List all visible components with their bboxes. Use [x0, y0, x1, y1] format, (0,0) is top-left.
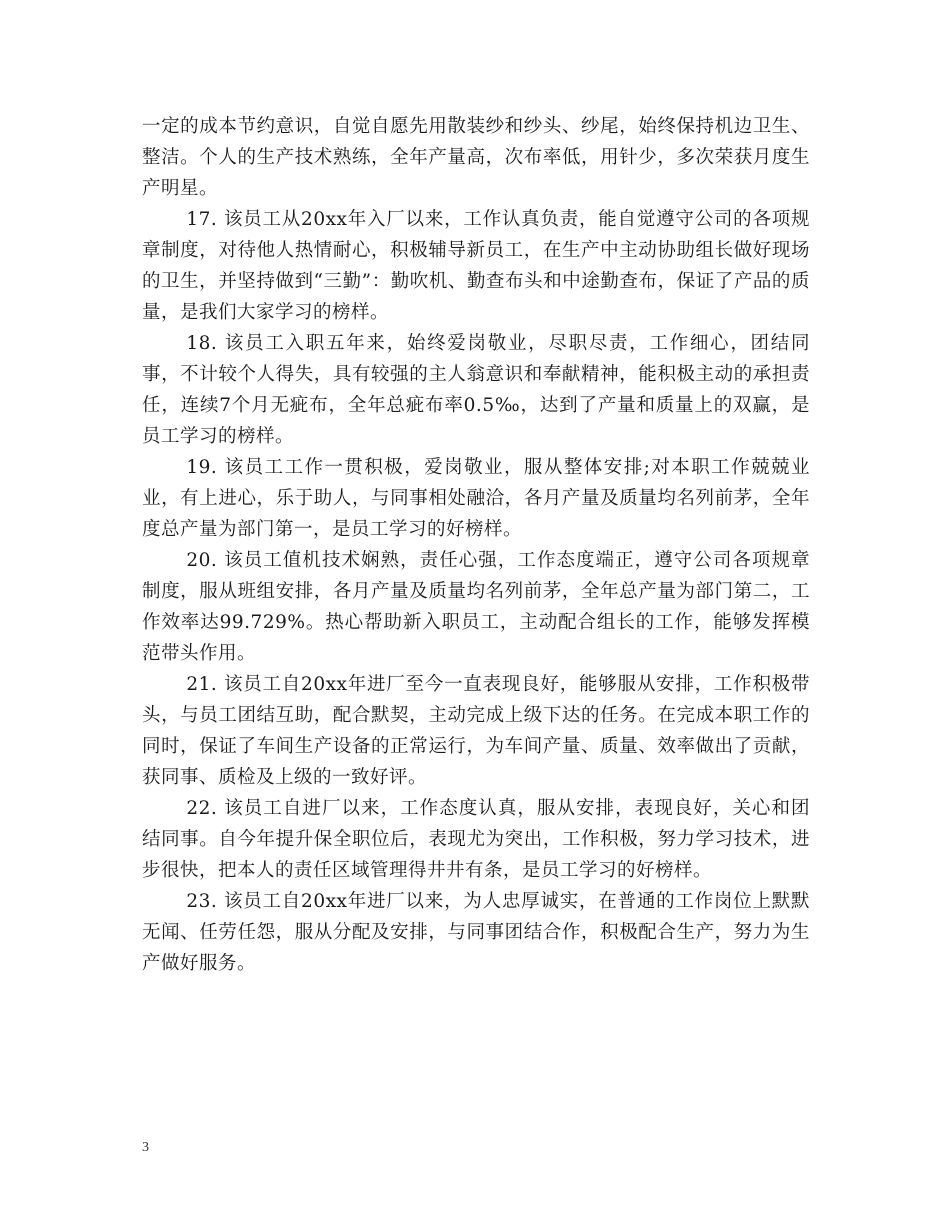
paragraph-item-22: 22. 该员工自进厂以来，工作态度认真，服从安排，表现良好，关心和团结同事。自今年提升保全职位后，表现尤为突出，工作积极，努力学习技术，进步很快，把本人的责任区域管理得井井有条，是员工学习的好榜样。	[142, 798, 810, 881]
paragraph-continuation: 一定的成本节约意识，自觉自愿先用散装纱和纱头、纱尾，始终保持机边卫生、整洁。个人的生产技术熟练，全年产量高，次布率低，用针少，多次荣获月度生产明星。	[142, 116, 810, 199]
paragraph-item-18: 18. 该员工入职五年来，始终爱岗敬业，尽职尽责，工作细心，团结同事，不计较个人得失，具有较强的主人翁意识和奉献精神，能积极主动的承担责任，连续7个月无疵布，全年总疵布率0.5‰，达到了产量和质量上的双赢，是员工学习的榜样。	[142, 333, 810, 447]
document-body	[142, 111, 810, 979]
paragraph-item-21: 21. 该员工自20xx年进厂至今一直表现良好，能够服从安排，工作积极带头，与员工团结互助，配合默契，主动完成上级下达的任务。在完成本职工作的同时，保证了车间生产设备的正常运行，为车间产量、质量、效率做出了贡献，获同事、质检及上级的一致好评。	[142, 674, 810, 788]
paragraph-item-20: 20. 该员工值机技术娴熟，责任心强，工作态度端正，遵守公司各项规章制度，服从班组安排，各月产量及质量均名列前茅，全年总产量为部门第二，工作效率达99.729%。热心帮助新入职员工，主动配合组长的工作，能够发挥模范带头作用。	[142, 550, 810, 664]
paragraph-item-23: 23. 该员工自20xx年进厂以来，为人忠厚诚实，在普通的工作岗位上默默无闻、任劳任怨，服从分配及安排，与同事团结合作，积极配合生产，努力为生产做好服务。	[142, 891, 810, 974]
paragraph-item-17: 17. 该员工从20xx年入厂以来，工作认真负责，能自觉遵守公司的各项规章制度，对待他人热情耐心，积极辅导新员工，在生产中主动协助组长做好现场的卫生，并坚持做到“三勤”：勤吹机、勤查布头和中途勤查布，保证了产品的质量，是我们大家学习的榜样。	[142, 209, 810, 323]
paragraph-item-19: 19. 该员工工作一贯积极，爱岗敬业，服从整体安排;对本职工作兢兢业业，有上进心，乐于助人，与同事相处融洽，各月产量及质量均名列前茅，全年度总产量为部门第一，是员工学习的好榜样。	[142, 457, 810, 540]
page-number: 3	[142, 1140, 149, 1155]
